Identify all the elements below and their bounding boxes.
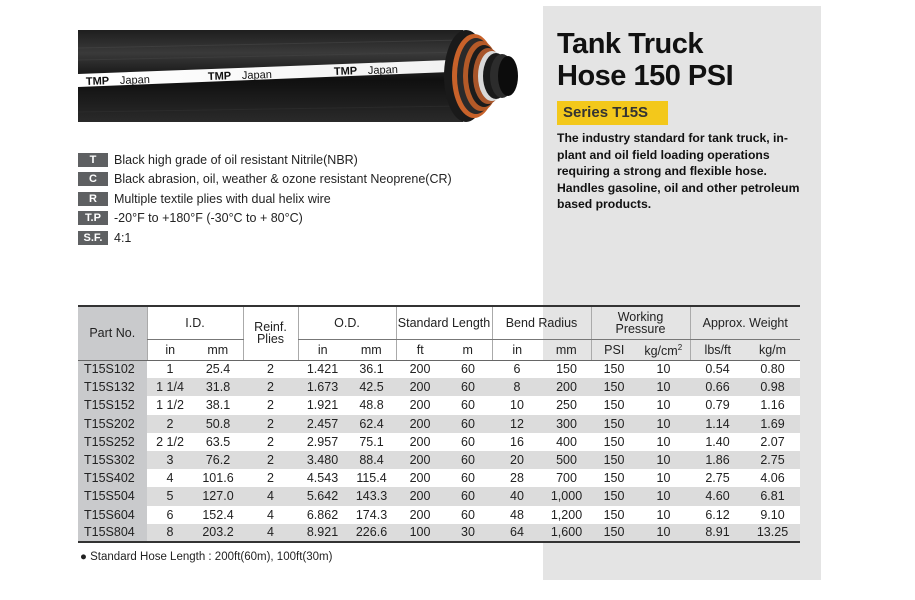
cell-od-in: 3.480 xyxy=(298,451,347,469)
cell-pressure-psi: 150 xyxy=(591,433,637,451)
cell-id-in: 4 xyxy=(147,469,193,487)
cell-od-in: 2.957 xyxy=(298,433,347,451)
table-row xyxy=(78,506,800,524)
unit-bend-in: in xyxy=(492,339,542,360)
cell-bend-in: 8 xyxy=(492,378,542,396)
table-header xyxy=(78,306,800,360)
cell-weight-lbs: 0.54 xyxy=(690,360,745,378)
cell-id-mm: 101.6 xyxy=(193,469,243,487)
cell-id-in: 1 xyxy=(147,360,193,378)
cell-id-mm: 25.4 xyxy=(193,360,243,378)
spec-row-reinforcement xyxy=(78,189,452,209)
cell-pressure-psi: 150 xyxy=(591,378,637,396)
cell-pressure-kg: 10 xyxy=(637,487,690,505)
svg-text:TMP: TMP xyxy=(333,65,358,78)
spec-value: Black high grade of oil resistant Nitrile(NBR) xyxy=(114,152,358,167)
table-row xyxy=(78,524,800,542)
cell-od-mm: 174.3 xyxy=(347,506,396,524)
cell-bend-mm: 700 xyxy=(542,469,591,487)
table-row xyxy=(78,487,800,505)
cell-od-mm: 42.5 xyxy=(347,378,396,396)
series-badge: Series T15S xyxy=(557,101,668,125)
title-line-2: Hose 150 PSI xyxy=(557,60,734,92)
unit-weight-kg: kg/m xyxy=(745,339,800,360)
cell-part-no: T15S302 xyxy=(78,451,147,469)
cell-od-in: 1.921 xyxy=(298,396,347,414)
hose-illustration xyxy=(78,28,538,124)
spec-row-temperature xyxy=(78,209,452,229)
cell-id-in: 3 xyxy=(147,451,193,469)
cell-part-no: T15S252 xyxy=(78,433,147,451)
cell-weight-lbs: 1.86 xyxy=(690,451,745,469)
cell-pressure-psi: 150 xyxy=(591,524,637,542)
cell-weight-lbs: 4.60 xyxy=(690,487,745,505)
cell-reinf-plies: 2 xyxy=(243,451,298,469)
cell-od-mm: 88.4 xyxy=(347,451,396,469)
cell-bend-in: 12 xyxy=(492,415,542,433)
cell-reinf-plies: 4 xyxy=(243,487,298,505)
unit-pressure-kg-sup: 2 xyxy=(677,342,683,352)
cell-bend-mm: 1,600 xyxy=(542,524,591,542)
header-part-no: Part No. xyxy=(78,306,147,360)
title-line-1: Tank Truck xyxy=(557,28,703,60)
unit-od-mm: mm xyxy=(347,339,396,360)
cell-bend-mm: 1,000 xyxy=(542,487,591,505)
cell-bend-in: 64 xyxy=(492,524,542,542)
cell-pressure-psi: 150 xyxy=(591,451,637,469)
cell-bend-mm: 300 xyxy=(542,415,591,433)
cell-reinf-plies: 2 xyxy=(243,396,298,414)
cell-bend-mm: 200 xyxy=(542,378,591,396)
cell-pressure-psi: 150 xyxy=(591,360,637,378)
cell-part-no: T15S152 xyxy=(78,396,147,414)
cell-length-m: 60 xyxy=(444,469,492,487)
cell-weight-kg: 4.06 xyxy=(745,469,800,487)
cell-id-in: 5 xyxy=(147,487,193,505)
cell-bend-in: 10 xyxy=(492,396,542,414)
cell-length-m: 60 xyxy=(444,378,492,396)
cell-length-ft: 200 xyxy=(396,378,444,396)
cell-pressure-kg: 10 xyxy=(637,415,690,433)
cell-weight-lbs: 1.40 xyxy=(690,433,745,451)
cell-reinf-plies: 2 xyxy=(243,433,298,451)
cell-length-ft: 100 xyxy=(396,524,444,542)
cell-part-no: T15S132 xyxy=(78,378,147,396)
cell-weight-kg: 1.69 xyxy=(745,415,800,433)
cell-weight-lbs: 0.79 xyxy=(690,396,745,414)
header-approx-weight: Approx. Weight xyxy=(690,306,800,339)
cell-id-mm: 38.1 xyxy=(193,396,243,414)
cell-od-mm: 226.6 xyxy=(347,524,396,542)
cell-weight-kg: 1.16 xyxy=(745,396,800,414)
svg-text:Japan: Japan xyxy=(119,73,151,87)
cell-weight-lbs: 6.12 xyxy=(690,506,745,524)
cell-weight-kg: 2.75 xyxy=(745,451,800,469)
cell-bend-in: 48 xyxy=(492,506,542,524)
cell-id-in: 6 xyxy=(147,506,193,524)
cell-bend-in: 6 xyxy=(492,360,542,378)
spec-value: -20°F to +180°F (-30°C to + 80°C) xyxy=(114,211,303,226)
cell-pressure-kg: 10 xyxy=(637,524,690,542)
cell-weight-kg: 9.10 xyxy=(745,506,800,524)
cell-pressure-kg: 10 xyxy=(637,396,690,414)
product-description: The industry standard for tank truck, in-plant and oil field loading operations requiring a strong and flexible hose. Handles gasoline, oil and other petroleum based products. xyxy=(557,131,800,211)
table-body xyxy=(78,360,800,542)
unit-pressure-kg-text: kg/cm xyxy=(644,344,678,359)
spec-row-safety-factor xyxy=(78,228,452,248)
cell-length-m: 60 xyxy=(444,506,492,524)
cell-part-no: T15S604 xyxy=(78,506,147,524)
cell-reinf-plies: 2 xyxy=(243,360,298,378)
cell-od-in: 4.543 xyxy=(298,469,347,487)
unit-id-mm: mm xyxy=(193,339,243,360)
cell-length-ft: 200 xyxy=(396,487,444,505)
cell-weight-lbs: 0.66 xyxy=(690,378,745,396)
svg-text:TMP: TMP xyxy=(207,70,232,83)
footnote: ● Standard Hose Length : 200ft(60m), 100ft(30m) xyxy=(80,551,333,563)
cell-od-in: 1.421 xyxy=(298,360,347,378)
cell-part-no: T15S504 xyxy=(78,487,147,505)
cell-od-in: 5.642 xyxy=(298,487,347,505)
cell-length-m: 60 xyxy=(444,451,492,469)
unit-weight-lbs: lbs/ft xyxy=(690,339,745,360)
cell-pressure-kg: 10 xyxy=(637,360,690,378)
cell-length-ft: 200 xyxy=(396,506,444,524)
cell-length-m: 60 xyxy=(444,433,492,451)
cell-od-mm: 48.8 xyxy=(347,396,396,414)
unit-od-in: in xyxy=(298,339,347,360)
header-working-pressure: Working Pressure xyxy=(591,306,690,339)
cell-length-ft: 200 xyxy=(396,360,444,378)
cell-reinf-plies: 2 xyxy=(243,415,298,433)
cell-id-mm: 127.0 xyxy=(193,487,243,505)
unit-pressure-kg xyxy=(637,339,690,360)
unit-length-m: m xyxy=(444,339,492,360)
cell-part-no: T15S102 xyxy=(78,360,147,378)
table-row xyxy=(78,378,800,396)
cell-bend-in: 28 xyxy=(492,469,542,487)
spec-key: T.P xyxy=(78,211,108,225)
cell-pressure-kg: 10 xyxy=(637,378,690,396)
cell-length-ft: 200 xyxy=(396,451,444,469)
cell-id-mm: 152.4 xyxy=(193,506,243,524)
cell-od-mm: 75.1 xyxy=(347,433,396,451)
cell-pressure-kg: 10 xyxy=(637,469,690,487)
cell-bend-mm: 1,200 xyxy=(542,506,591,524)
header-id: I.D. xyxy=(147,306,243,339)
spec-row-cover xyxy=(78,170,452,190)
cell-pressure-psi: 150 xyxy=(591,487,637,505)
cell-weight-kg: 2.07 xyxy=(745,433,800,451)
cell-od-mm: 36.1 xyxy=(347,360,396,378)
header-bend-radius: Bend Radius xyxy=(492,306,591,339)
cell-od-mm: 115.4 xyxy=(347,469,396,487)
cell-od-mm: 143.3 xyxy=(347,487,396,505)
spec-row-tube xyxy=(78,150,452,170)
cell-weight-lbs: 1.14 xyxy=(690,415,745,433)
cell-id-mm: 63.5 xyxy=(193,433,243,451)
unit-bend-mm: mm xyxy=(542,339,591,360)
cell-length-m: 60 xyxy=(444,360,492,378)
cell-pressure-psi: 150 xyxy=(591,506,637,524)
svg-text:Japan: Japan xyxy=(241,68,273,82)
cell-pressure-psi: 150 xyxy=(591,415,637,433)
cell-id-in: 2 1/2 xyxy=(147,433,193,451)
cell-pressure-psi: 150 xyxy=(591,396,637,414)
cell-id-mm: 31.8 xyxy=(193,378,243,396)
spec-key: S.F. xyxy=(78,231,108,245)
cell-pressure-kg: 10 xyxy=(637,433,690,451)
cell-pressure-kg: 10 xyxy=(637,451,690,469)
cell-bend-mm: 500 xyxy=(542,451,591,469)
cell-reinf-plies: 2 xyxy=(243,378,298,396)
cell-bend-mm: 250 xyxy=(542,396,591,414)
spec-list xyxy=(78,150,452,248)
cell-length-ft: 200 xyxy=(396,469,444,487)
spec-value: 4:1 xyxy=(114,230,132,245)
cell-od-mm: 62.4 xyxy=(347,415,396,433)
cell-id-mm: 76.2 xyxy=(193,451,243,469)
cell-reinf-plies: 4 xyxy=(243,524,298,542)
cell-od-in: 2.457 xyxy=(298,415,347,433)
table-row xyxy=(78,451,800,469)
table-row xyxy=(78,469,800,487)
cell-id-mm: 203.2 xyxy=(193,524,243,542)
svg-text:TMP: TMP xyxy=(85,75,110,88)
page-title xyxy=(557,28,807,92)
table-row xyxy=(78,360,800,378)
spec-key: T xyxy=(78,153,108,167)
header-standard-length: Standard Length xyxy=(396,306,492,339)
header-reinf-plies: Reinf. Plies xyxy=(243,306,298,360)
cell-weight-kg: 0.98 xyxy=(745,378,800,396)
cell-weight-kg: 6.81 xyxy=(745,487,800,505)
cell-length-m: 30 xyxy=(444,524,492,542)
cell-length-ft: 200 xyxy=(396,433,444,451)
cell-weight-kg: 13.25 xyxy=(745,524,800,542)
cell-bend-mm: 400 xyxy=(542,433,591,451)
spec-key: C xyxy=(78,172,108,186)
spec-value: Multiple textile plies with dual helix wire xyxy=(114,191,331,206)
cell-od-in: 8.921 xyxy=(298,524,347,542)
svg-text:Japan: Japan xyxy=(367,63,399,77)
cell-weight-lbs: 8.91 xyxy=(690,524,745,542)
cell-length-ft: 200 xyxy=(396,396,444,414)
cell-part-no: T15S202 xyxy=(78,415,147,433)
cell-length-m: 60 xyxy=(444,415,492,433)
cell-length-m: 60 xyxy=(444,487,492,505)
cell-id-in: 2 xyxy=(147,415,193,433)
cell-pressure-psi: 150 xyxy=(591,469,637,487)
cell-part-no: T15S402 xyxy=(78,469,147,487)
cell-weight-kg: 0.80 xyxy=(745,360,800,378)
table-row xyxy=(78,433,800,451)
cell-od-in: 1.673 xyxy=(298,378,347,396)
cell-reinf-plies: 2 xyxy=(243,469,298,487)
cell-id-in: 1 1/2 xyxy=(147,396,193,414)
cell-bend-in: 20 xyxy=(492,451,542,469)
table-row xyxy=(78,415,800,433)
unit-length-ft: ft xyxy=(396,339,444,360)
header-od: O.D. xyxy=(298,306,396,339)
cell-id-in: 8 xyxy=(147,524,193,542)
cell-pressure-kg: 10 xyxy=(637,506,690,524)
spec-value: Black abrasion, oil, weather & ozone resistant Neoprene(CR) xyxy=(114,172,452,187)
specification-table xyxy=(78,305,800,543)
cell-od-in: 6.862 xyxy=(298,506,347,524)
cell-bend-in: 16 xyxy=(492,433,542,451)
cell-id-mm: 50.8 xyxy=(193,415,243,433)
cell-bend-in: 40 xyxy=(492,487,542,505)
cell-id-in: 1 1/4 xyxy=(147,378,193,396)
cell-part-no: T15S804 xyxy=(78,524,147,542)
spec-key: R xyxy=(78,192,108,206)
cell-length-ft: 200 xyxy=(396,415,444,433)
cell-length-m: 60 xyxy=(444,396,492,414)
cell-bend-mm: 150 xyxy=(542,360,591,378)
unit-id-in: in xyxy=(147,339,193,360)
unit-pressure-psi: PSI xyxy=(591,339,637,360)
table-row xyxy=(78,396,800,414)
cell-reinf-plies: 4 xyxy=(243,506,298,524)
cell-weight-lbs: 2.75 xyxy=(690,469,745,487)
